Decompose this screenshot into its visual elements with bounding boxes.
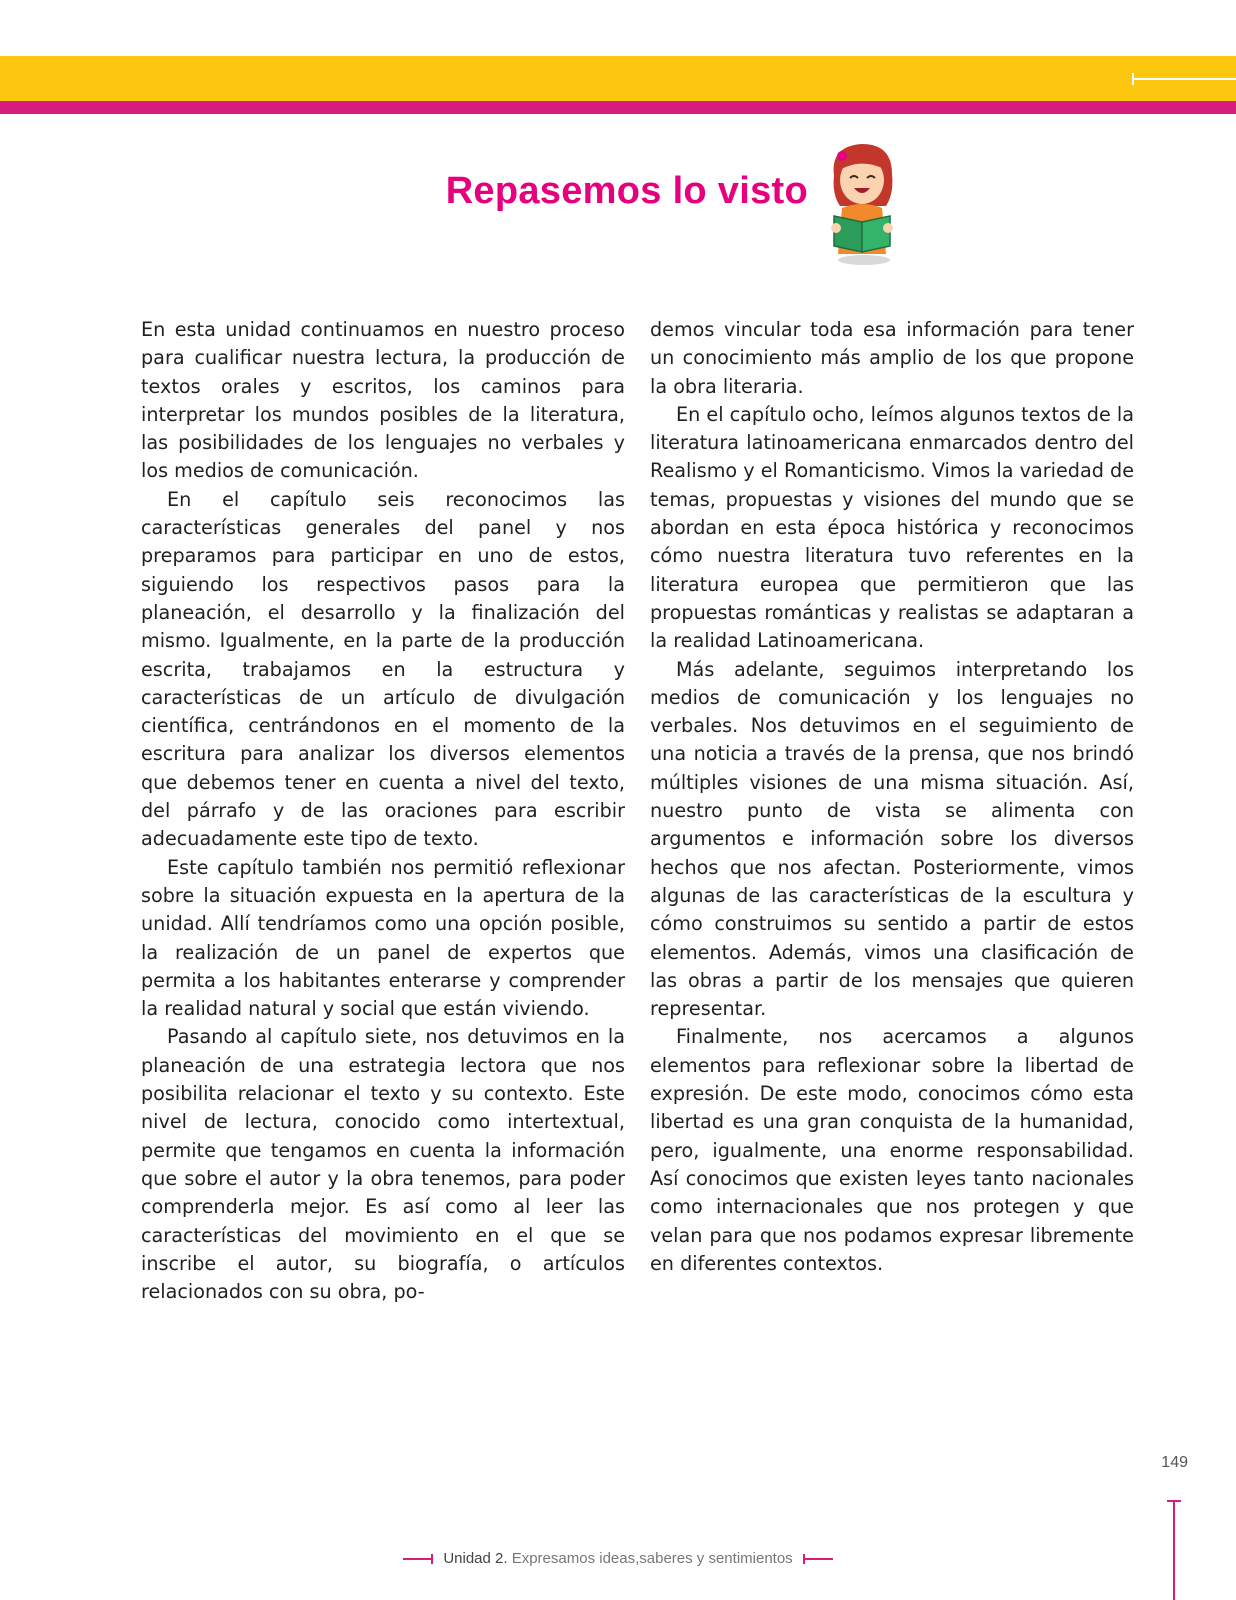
- paragraph: En el capítulo seis reconocimos las características generales del panel y nos preparamos para participar en uno de estos, siguiendo los respectivos pasos para la planeación, el desarrollo y la finalización del mismo. Igualmente, en la parte de la producción escrita, trabajamos en la estructura y características de un artículo de divulgación científica, centrándonos en el momento de la escritura para analizar los diversos elementos que debemos tener en cuenta a nivel del texto, del párrafo y de las oraciones para escribir adecuadamente este tipo de texto.: [141, 487, 625, 851]
- header-pink-band: [0, 101, 1236, 114]
- paragraph: En esta unidad continuamos en nuestro proceso para cualificar nuestra lectura, la producción de textos orales y escritos, los caminos para interpretar los mundos posibles de la literatura, las posibilidades de los lenguajes no verbales y los medios de comunicación.: [141, 318, 625, 483]
- footer: [0, 1550, 1236, 1567]
- paragraph: demos vincular toda esa información para tener un conocimiento más amplio de los que propone la obra literaria.: [650, 318, 1134, 398]
- girl-reading-book-icon: [812, 136, 912, 268]
- paragraph: En el capítulo ocho, leímos algunos textos de la literatura latinoamericana enmarcados dentro del Realismo y el Romanticismo. Vimos la variedad de temas, propuestas y visiones del mundo que se abordan en esta época histórica y reconocimos cómo nuestra literatura tuvo referentes en la literatura europea que permitieron que las propuestas románticas y realistas se adaptaran a la realidad Latinoamericana.: [650, 402, 1134, 653]
- footer-left-dash: [403, 1558, 433, 1560]
- header-yellow-band: [0, 56, 1236, 102]
- header-tick-mark: [1132, 78, 1236, 80]
- right-text-column: [650, 316, 1134, 1278]
- paragraph: Pasando al capítulo siete, nos detuvimos en la planeación de una estrategia lectora que nos posibilita relacionar el texto y su contexto. Este nivel de lectura, conocido como intertextual, permite que tengamos en cuenta la información que sobre el autor y la obra tenemos, para poder comprenderla mejor. Es así como al leer las características del movimiento en el que se inscribe el autor, su biografía, o artículos relacionados con su obra, po-: [141, 1025, 625, 1304]
- left-text-column: [141, 316, 625, 1306]
- paragraph: Este capítulo también nos permitió reflexionar sobre la situación expuesta en la apertura de la unidad. Allí tendríamos como una opción posible, la realización de un panel de expertos que permita a los habitantes enterarse y comprender la realidad natural y social que están viviendo.: [141, 855, 625, 1021]
- footer-subtitle: Expresamos ideas,saberes y sentimientos: [511, 1550, 793, 1567]
- page-title: Repasemos lo visto: [445, 170, 808, 212]
- footer-unit: Unidad 2.: [443, 1550, 508, 1567]
- paragraph: Más adelante, seguimos interpretando los medios de comunicación y los lenguajes no verbales. Nos detuvimos en el seguimiento de una noticia a través de la prensa, que nos brindó múltiples visiones de una misma situación. Así, nuestro punto de vista se alimenta con argumentos e información sobre los diversos hechos que nos afectan. Posteriormente, vimos algunas de las características de la escultura y cómo construimos su sentido a partir de estos elementos. Además, vimos una clasificación de las obras a partir de los mensajes que quieren representar.: [650, 657, 1134, 1021]
- page-number: 149: [1161, 1454, 1188, 1471]
- paragraph: Finalmente, nos acercamos a algunos elementos para reflexionar sobre la libertad de expresión. De este modo, conocimos cómo esta libertad es una gran conquista de la humanidad, pero, igualmente, una enorme responsabilidad. Así conocimos que existen leyes tanto nacionales como internacionales que nos protegen y que velan para que nos podamos expresar libremente en diferentes contextos.: [650, 1025, 1134, 1275]
- footer-right-dash: [803, 1558, 833, 1560]
